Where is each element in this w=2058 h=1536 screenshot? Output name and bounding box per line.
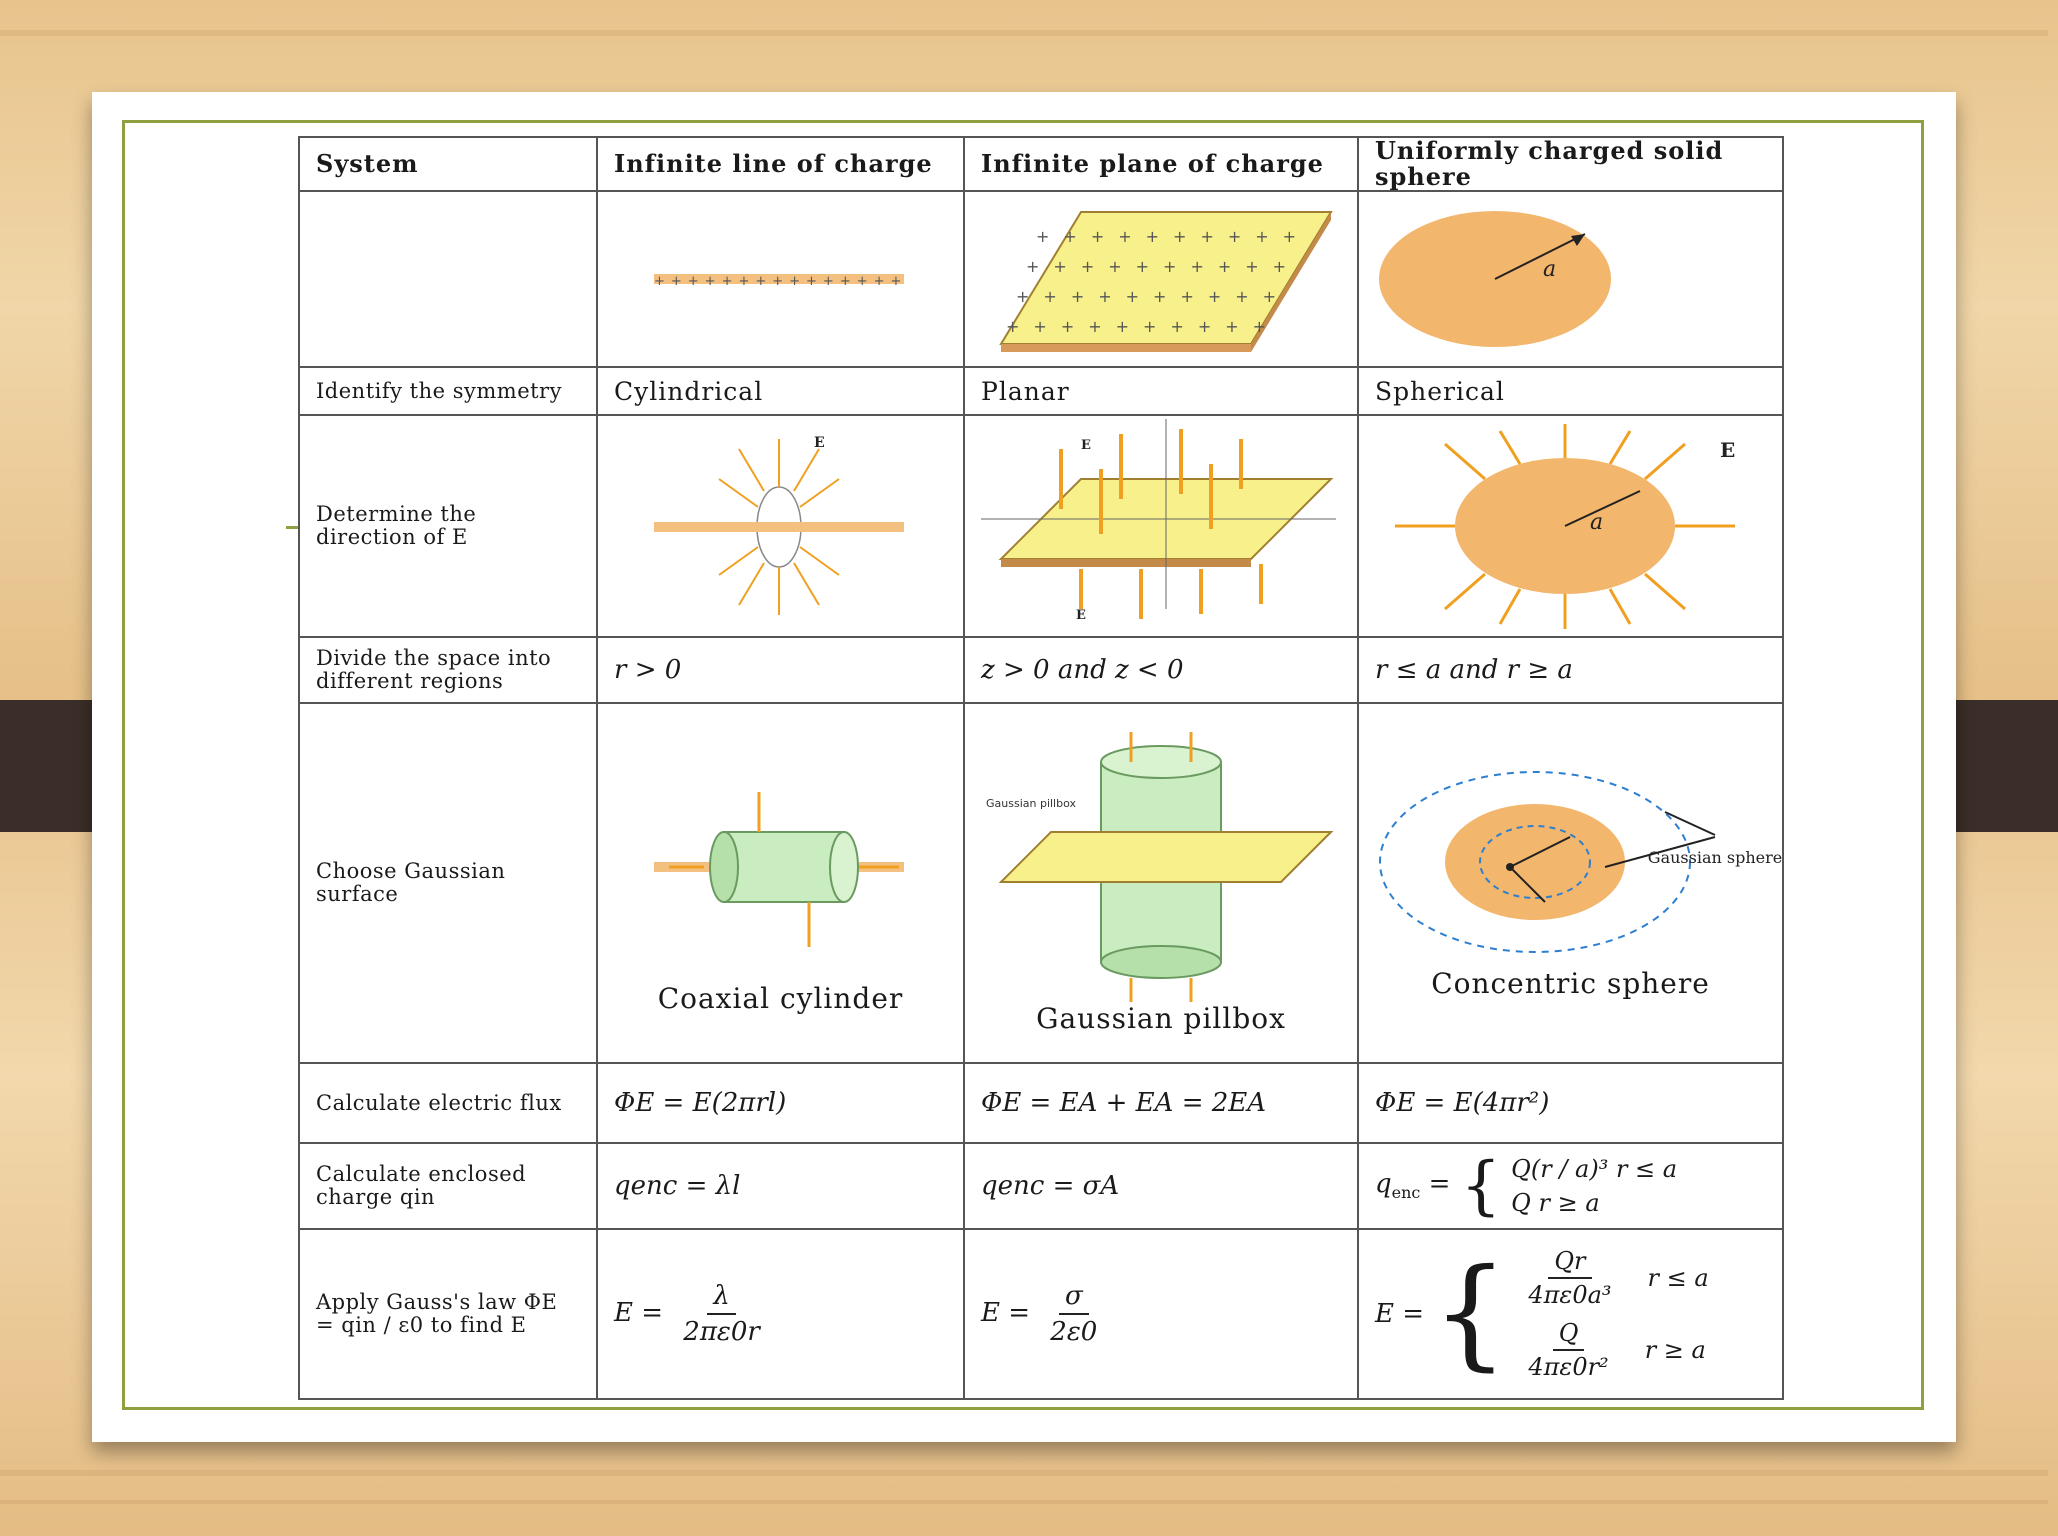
sphere-figure [1358,191,1783,367]
gauss-law-table [298,136,1784,1400]
surface-row [299,703,1783,1063]
symmetry-plane: Planar [964,367,1358,415]
svg-text:a: a [1590,509,1604,535]
plane-figure [964,191,1358,367]
enclosed-plane: qenc = σA [964,1143,1358,1229]
gauss-row [299,1229,1783,1399]
enclosed-row [299,1143,1783,1229]
svg-text:E: E [814,434,825,451]
svg-text:E: E [1720,437,1736,462]
gauss-plane: E = $\frac{\sigma}{2\varepsilon 0}$ [964,1229,1358,1399]
surface-plane-cell [964,703,1358,1063]
symmetry-line: Cylindrical [597,367,964,415]
svg-text:++++++++++: ++++++++++ [1006,317,1281,336]
row-label-direction: Determine the direction of E [299,415,597,637]
header-plane: Infinite plane of charge [964,137,1358,191]
row-label-gauss: Apply Gauss's law ΦE = qin / ε0 to find E [299,1229,597,1399]
row-label-enclosed: Calculate enclosed charge qin [299,1143,597,1229]
radius-label: a [1543,257,1557,282]
sphere-field-figure [1358,415,1783,637]
line-figure [597,191,964,367]
surface-line-cell [597,703,964,1063]
symmetry-row [299,367,1783,415]
plane-field-figure [964,415,1358,637]
row-label-regions: Divide the space into different regions [299,637,597,703]
svg-text:++++++++++: ++++++++++ [1036,227,1311,246]
enclosed-sphere: $q_{enc}$ = { Q(r / a)³ r ≤ a Q r ≥ a [1358,1143,1783,1229]
gauss-line: E = $\frac{\lambda}{2\pi\varepsilon 0r}$ [597,1229,964,1399]
flux-sphere: ΦE = E(4πr²) [1358,1063,1783,1143]
surface-sphere-cell [1358,703,1783,1063]
row-label-symmetry: Identify the symmetry [299,367,597,415]
header-row [299,137,1783,191]
gauss-sphere: E = { $\frac{Qr}{\text{4πε0a³}}$ r ≤ a $\frac{Q}{\text{4πε0r²}}$ r ≥ a [1358,1229,1783,1399]
svg-text:Gaussian pillbox: Gaussian pillbox [986,796,1076,810]
regions-plane: z > 0 and z < 0 [964,637,1358,703]
regions-sphere: r ≤ a and r ≥ a [1358,637,1783,703]
svg-text:++++++++++: ++++++++++ [1026,257,1301,276]
flux-line: ΦE = E(2πrl) [597,1063,964,1143]
symmetry-sphere: Spherical [1358,367,1783,415]
row-label-surface: Choose Gaussian surface [299,703,597,1063]
enclosed-sphere-case-1: Q(r / a)³ r ≤ a [1511,1155,1678,1183]
flux-row [299,1063,1783,1143]
enclosed-sphere-case-2: Q r ≥ a [1511,1189,1600,1217]
svg-text:+++++++++++++++: +++++++++++++++ [654,274,908,289]
line-field-figure [597,415,964,637]
caption-gaussian-pillbox: Gaussian pillbox [1036,1001,1286,1035]
enclosed-line: qenc = λl [597,1143,964,1229]
header-line: Infinite line of charge [597,137,964,191]
svg-text:E: E [1076,607,1086,623]
row-label-flux: Calculate electric flux [299,1063,597,1143]
regions-line: r > 0 [597,637,964,703]
flux-plane: ΦE = EA + EA = 2EA [964,1063,1358,1143]
caption-coaxial-cylinder: Coaxial cylinder [657,981,904,1015]
header-sphere: Uniformly charged solid sphere [1358,137,1783,191]
gaussian-sphere-annotation: Gaussian sphere [1647,847,1783,867]
system-figure-row [299,191,1783,367]
caption-concentric-sphere: Concentric sphere [1431,966,1710,1000]
regions-row [299,637,1783,703]
svg-text:++++++++++: ++++++++++ [1016,287,1291,306]
header-system: System [299,137,597,191]
direction-row [299,415,1783,637]
svg-text:E: E [1081,437,1091,453]
